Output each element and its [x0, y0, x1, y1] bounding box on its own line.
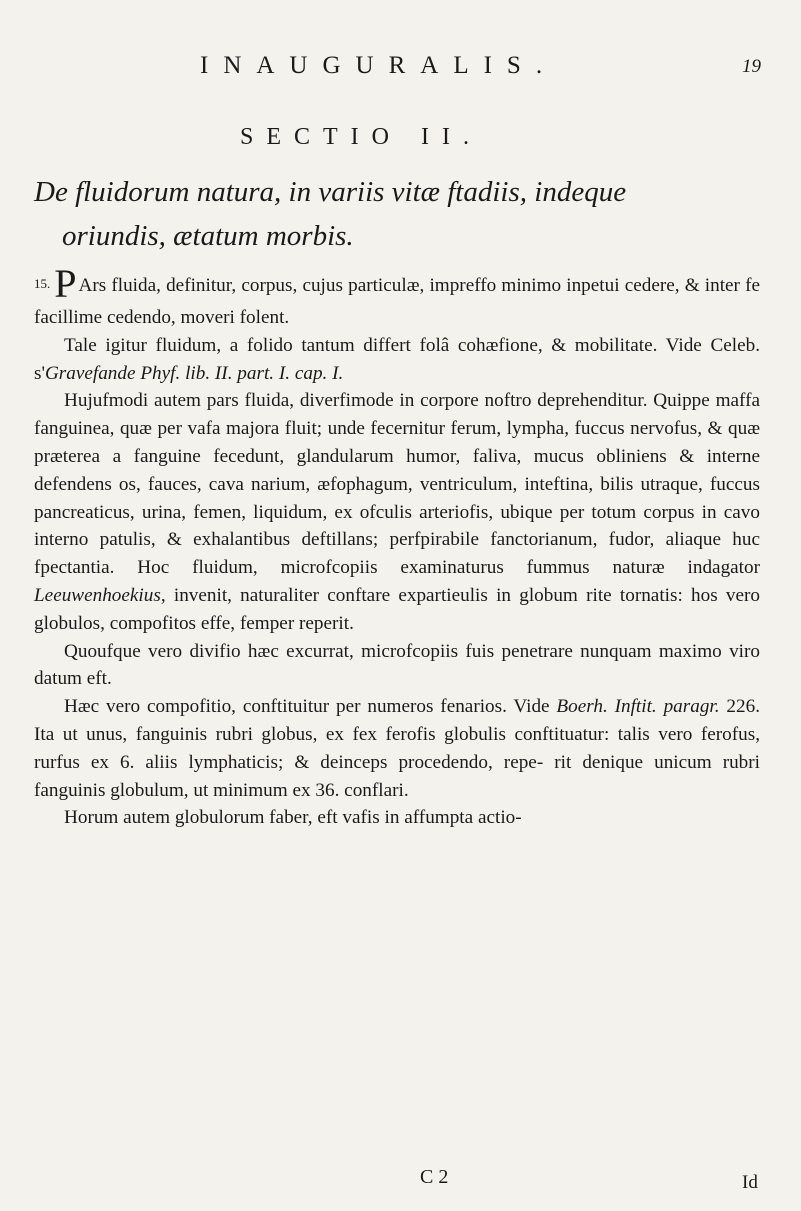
- paragraph-horum: [34, 804, 760, 832]
- drop-cap: P: [54, 261, 77, 306]
- paragraph-haec: [34, 693, 760, 804]
- reference-citation: Boerh. Inftit. paragr.: [556, 696, 720, 718]
- paragraph-text: Hujufmodi autem pars fluida, diverfimode in corpore noftro deprehenditur. Quippe maffa fanguinea, quæ per vafa majora fluit; unde fecernitur ferum, lympha, fuccus nervofus, & quæ præterea a fanguine fecedunt, glandularum humor, faliva, mucus obliniens & interne defendens os, fauces, cava narium, æfophagum, ventriculum, inteftina, bilis utraque, fuccus pancreaticus, urina, femen, liquidum, ex ofculis arteriofis, ubique per totum corpus in cavo interno patulis, & exhalantibus deftillans; perfpirabile fanctorianum, fudor, aliaque huc fpectantia. Hoc fluidum, microfcopiis examinaturus fummus naturæ indagator: [34, 390, 760, 579]
- section-title: SECTIO II.: [240, 124, 482, 150]
- paragraph-15: [34, 261, 760, 332]
- subtitle-line-2: oriundis, ætatum morbis.: [62, 220, 354, 252]
- paragraph-text: Hæc vero compofitio, conftituitur per numeros fenarios. Vide: [64, 696, 550, 718]
- paragraph-hujus: [34, 387, 760, 637]
- paragraph-number: 15.: [34, 276, 51, 291]
- reference-citation: Gravefande Phyf. lib. II. part. I. cap. I.: [44, 362, 344, 384]
- paragraph-text: 226. Ita ut unus, fanguinis rubri globus, ex fex ferofis globulis conftituatur: talis vero ferofus, rurfus ex 6. aliis lymphaticis; & deinceps procedendo, repe- rit denique unicum rubri fanguinis globulum, ut minimum ex 36. conflari.: [34, 696, 760, 801]
- paragraph-text: Ars fluida, definitur, corpus, cujus particulæ, impreffo minimo inpetui cedere, & inter fe facillime cedendo, moveri folent.: [34, 275, 760, 328]
- running-head: INAUGURALIS.: [200, 52, 558, 79]
- paragraph-quousque: [34, 638, 760, 694]
- page-number: 19: [742, 56, 761, 77]
- body-text: [34, 261, 760, 832]
- catchword: Id: [742, 1172, 758, 1193]
- section-subtitle: [34, 170, 774, 258]
- paragraph-text: Horum autem globulorum faber, eft vafis in affumpta actio-: [64, 807, 522, 829]
- signature-mark: C 2: [420, 1166, 449, 1188]
- paragraph-tale: [34, 332, 760, 388]
- subtitle-line-1: De fluidorum natura, in variis vitæ ftadiis, indeque: [34, 176, 627, 208]
- person-name: Leeuwenhoekius: [34, 584, 161, 606]
- paragraph-text: , invenit, naturaliter conftare expartieulis in globum rite tornatis: hos vero globulos, compofitos effe, femper reperit.: [34, 584, 760, 634]
- paragraph-text: Quoufque vero divifio hæc excurrat, microfcopiis fuis penetrare nunquam maximo viro datum eft.: [34, 640, 760, 690]
- paragraph-text: Tale igitur fluidum, a folido tantum differt folâ cohæfione, & mobilitate. Vide Celeb. s': [34, 334, 760, 384]
